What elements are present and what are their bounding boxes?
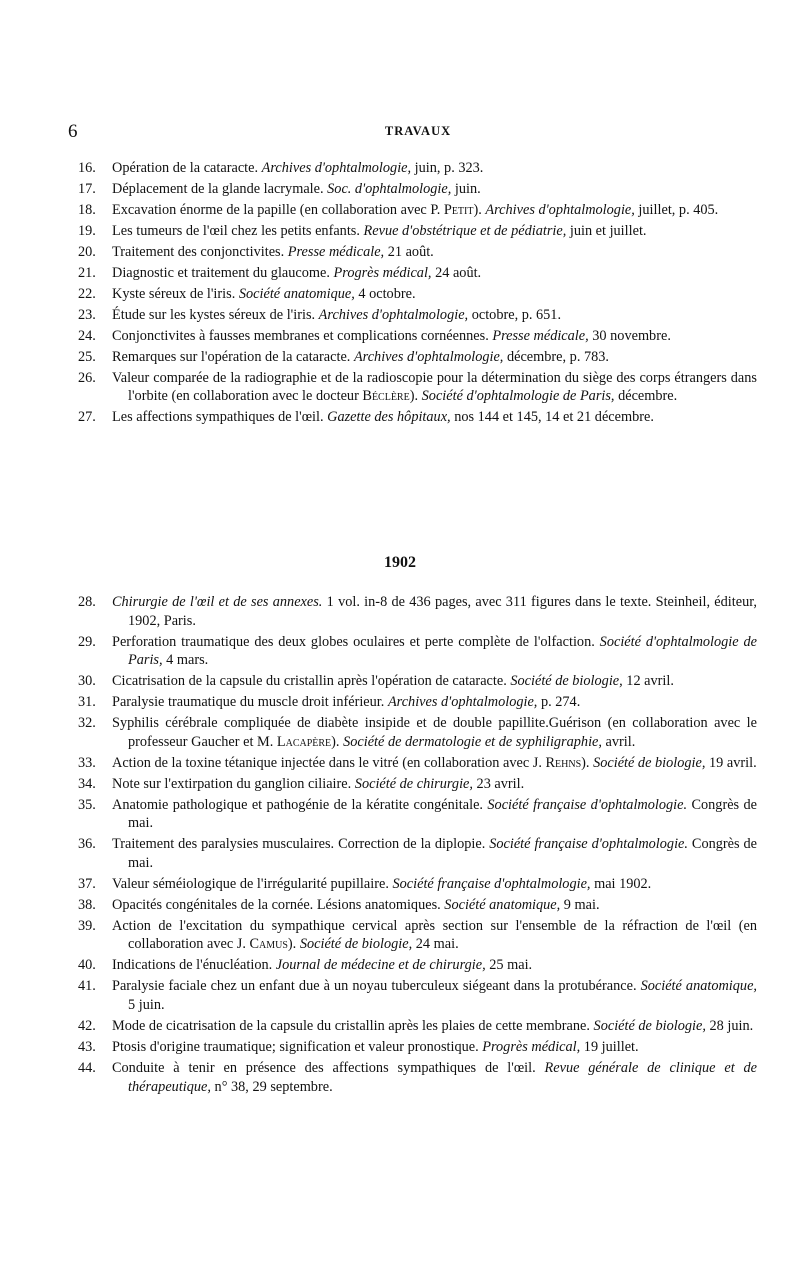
entry-segment: nos 144 et 145, 14 et 21 décembre.: [450, 409, 654, 426]
entry-segment: Valeur comparée de la radiographie et de la radioscopie pour la détermination du siège des corps étrangers dans l'orbite (en collaboration avec le docteur: [112, 369, 757, 405]
entry-text: [112, 593, 757, 630]
entry-number: 26.: [78, 369, 96, 386]
entry-text: [112, 327, 757, 346]
entry-segment: Syphilis cérébrale compliquée de diabète insipide et de double papillite.Guérison (en collaboration avec le professeur Gaucher et M.: [112, 715, 757, 750]
bibliography-list-1902: [72, 593, 757, 1098]
entry-segment: 4 mars.: [162, 652, 209, 669]
bibliography-entry: [72, 327, 757, 346]
entry-source: Société d'ophtalmologie de Paris,: [128, 633, 757, 669]
entry-source: Société de biologie,: [510, 673, 623, 690]
entry-segment: juin.: [451, 180, 481, 197]
entry-segment: Perforation traumatique des deux globes oculaires et perte complète de l'olfaction.: [112, 633, 600, 650]
entry-segment: 4 octobre.: [354, 285, 416, 302]
bibliography-entry: [72, 201, 757, 220]
entry-source: Société française d'ophtalmologie.: [489, 836, 688, 853]
entry-segment: Les tumeurs de l'œil chez les petits enfants.: [112, 222, 364, 239]
entry-number: 25.: [78, 348, 96, 365]
entry-number: 39.: [78, 917, 96, 934]
entry-segment: Action de la toxine tétanique injectée dans le vitré (en collaboration avec J.: [112, 754, 546, 771]
entry-segment: mai 1902.: [590, 875, 652, 892]
entry-number: 35.: [78, 796, 96, 813]
entry-text: [112, 917, 757, 954]
entry-segment: Traitement des conjonctivites.: [112, 243, 288, 260]
entry-segment: Kyste séreux de l'iris.: [112, 285, 239, 302]
entry-segment: 12 avril.: [622, 673, 674, 690]
entry-number: 16.: [78, 160, 96, 176]
entry-segment: 24 mai.: [412, 936, 459, 953]
entry-number: 41.: [78, 978, 96, 995]
entry-text: [112, 306, 757, 325]
entry-segment: Congrès de mai.: [128, 836, 757, 871]
entry-segment: Ptosis d'origine traumatique; signification et valeur pronostique.: [112, 1038, 483, 1055]
bibliography-entry: [72, 1059, 757, 1096]
entry-number: 18.: [78, 201, 96, 218]
entry-source: Archives d'ophtalmologie,: [387, 694, 538, 711]
bibliography-entry: [72, 408, 757, 427]
entry-segment: ).: [331, 733, 344, 750]
entry-segment: Mode de cicatrisation de la capsule du cristallin après les plaies de cette membrane.: [112, 1017, 594, 1034]
entry-segment: Valeur séméiologique de l'irrégularité pupillaire.: [112, 875, 393, 892]
entry-segment: Déplacement de la glande lacrymale.: [112, 180, 328, 197]
bibliography-entry: [72, 1038, 757, 1057]
entry-text: [112, 285, 757, 304]
entry-number: 40.: [78, 957, 96, 974]
entry-source: Archives d'ophtalmologie,: [261, 160, 412, 176]
entry-segment: Conjonctivites à fausses membranes et complications cornéennes.: [112, 327, 493, 344]
entry-source: Société de biologie,: [299, 936, 413, 953]
entry-source: Presse médicale,: [492, 327, 589, 344]
entry-segment: 21 août.: [384, 243, 434, 260]
entry-segment: Congrès de mai.: [128, 796, 758, 832]
entry-source: Société d'ophtalmologie de Paris,: [421, 388, 615, 405]
entry-segment: Étude sur les kystes séreux de l'iris.: [112, 306, 319, 323]
entry-text: [112, 264, 757, 283]
bibliography-entry: [72, 159, 757, 178]
bibliography-list-1901: [72, 159, 757, 429]
bibliography-entry: [72, 593, 757, 630]
entry-number: 30.: [78, 673, 96, 690]
bibliography-entry: [72, 956, 757, 975]
entry-segment: décembre.: [614, 388, 678, 405]
entry-text: [112, 956, 757, 975]
bibliography-entry: [72, 243, 757, 262]
entry-segment: n° 38, 29 septembre.: [210, 1078, 333, 1095]
entry-segment: Anatomie pathologique et pathogénie de la kératite congénitale.: [112, 796, 488, 813]
entry-source: Société de chirurgie,: [354, 775, 473, 792]
page-number: 6: [68, 121, 78, 142]
entry-number: 21.: [78, 264, 96, 281]
entry-number: 32.: [78, 715, 96, 732]
entry-segment: Cicatrisation de la capsule du cristallin après l'opération de cataracte.: [112, 673, 511, 690]
entry-segment: juin et juillet.: [566, 222, 647, 239]
entry-source: Société de biologie,: [593, 754, 706, 771]
entry-text: [112, 1059, 757, 1096]
entry-segment: 24 août.: [431, 264, 482, 281]
bibliography-entry: [72, 693, 757, 712]
entry-number: 42.: [78, 1017, 96, 1034]
entry-number: 23.: [78, 306, 96, 323]
entry-source: Société anatomique,: [640, 978, 757, 995]
entry-author: Lacapère: [276, 733, 332, 750]
bibliography-entry: [72, 348, 757, 367]
entry-author: Camus: [249, 936, 288, 953]
entry-segment: juillet, p. 405.: [634, 201, 719, 218]
entry-source: Revue générale de clinique et de thérapeutique,: [128, 1059, 757, 1095]
bibliography-entry: [72, 775, 757, 794]
entry-source: Société française d'ophtalmologie,: [392, 875, 591, 892]
entry-source: Archives d'ophtalmologie,: [318, 306, 469, 323]
entry-segment: Opacités congénitales de la cornée. Lésions anatomiques.: [112, 896, 445, 913]
entry-segment: Traitement des paralysies musculaires. Correction de la diplopie.: [112, 836, 490, 853]
entry-text: [112, 348, 757, 367]
entry-segment: décembre, p. 783.: [503, 348, 609, 365]
entry-segment: Action de l'excitation du sympathique cervical après section sur l'ensemble de la réfraction de l'œil (en collaboration avec J.: [112, 917, 757, 953]
entry-source: Société anatomique,: [444, 896, 561, 913]
entry-source: Chirurgie de l'œil et de ses annexes.: [112, 594, 323, 610]
entry-author: Rehns: [545, 754, 582, 771]
entry-segment: ).: [409, 388, 422, 405]
entry-text: [112, 180, 757, 199]
entry-segment: Remarques sur l'opération de la cataracte.: [112, 348, 354, 365]
bibliography-entry: [72, 896, 757, 915]
entry-segment: juin, p. 323.: [411, 160, 484, 176]
entry-number: 17.: [78, 180, 96, 197]
entry-segment: 19 juillet.: [580, 1038, 639, 1055]
bibliography-entry: [72, 835, 757, 872]
entry-author: Petit: [443, 201, 474, 218]
entry-number: 34.: [78, 775, 96, 792]
entry-segment: 9 mai.: [560, 896, 600, 913]
page-header: [68, 121, 768, 141]
bibliography-entry: [72, 714, 757, 751]
entry-number: 38.: [78, 896, 96, 913]
entry-segment: Indications de l'énucléation.: [112, 957, 276, 974]
entry-segment: Paralysie traumatique du muscle droit inférieur.: [112, 694, 388, 711]
entry-text: [112, 754, 757, 773]
entry-source: Soc. d'ophtalmologie,: [327, 180, 452, 197]
entry-text: [112, 408, 757, 427]
entry-segment: ).: [581, 754, 594, 771]
entry-text: [112, 875, 757, 894]
bibliography-entry: [72, 180, 757, 199]
entry-segment: 23 avril.: [472, 775, 525, 792]
bibliography-entry: [72, 1017, 757, 1036]
entry-number: 43.: [78, 1038, 96, 1055]
entry-source: Progrès médical,: [333, 264, 432, 281]
entry-text: [112, 633, 757, 670]
entry-text: [112, 1017, 757, 1036]
bibliography-entry: [72, 875, 757, 894]
entry-number: 29.: [78, 633, 96, 650]
entry-source: Archives d'ophtalmologie,: [353, 348, 504, 365]
entry-source: Société anatomique,: [238, 285, 355, 302]
running-title: TRAVAUX: [384, 124, 452, 138]
entry-segment: 5 juin.: [128, 996, 165, 1013]
entry-source: Progrès médical,: [482, 1038, 581, 1055]
entry-segment: octobre, p. 651.: [468, 306, 562, 323]
entry-source: Journal de médecine et de chirurgie,: [275, 957, 486, 974]
entry-text: [112, 159, 757, 178]
entry-segment: Diagnostic et traitement du glaucome.: [112, 264, 334, 281]
entry-text: [112, 977, 757, 1014]
entry-segment: 28 juin.: [705, 1017, 754, 1034]
entry-source: Archives d'ophtalmologie,: [485, 201, 635, 218]
bibliography-entry: [72, 917, 757, 954]
entry-segment: Conduite à tenir en présence des affections sympathiques de l'œil.: [112, 1059, 545, 1076]
bibliography-entry: [72, 369, 757, 406]
bibliography-entry: [72, 672, 757, 691]
entry-segment: Note sur l'extirpation du ganglion ciliaire.: [112, 775, 355, 792]
entry-number: 31.: [78, 694, 96, 711]
entry-text: [112, 1038, 757, 1057]
entry-text: [112, 243, 757, 262]
entry-segment: p. 274.: [537, 694, 581, 711]
entry-text: [112, 672, 757, 691]
bibliography-entry: [72, 754, 757, 773]
entry-text: [112, 796, 757, 833]
entry-number: 22.: [78, 285, 96, 302]
entry-segment: 25 mai.: [485, 957, 533, 974]
entry-text: [112, 222, 757, 241]
entry-text: [112, 201, 757, 220]
entry-segment: Paralysie faciale chez un enfant due à un noyau tuberculeux siégeant dans la protubérance.: [112, 978, 641, 995]
bibliography-entry: [72, 977, 757, 1014]
entry-source: Presse médicale,: [287, 243, 385, 260]
entry-text: [112, 693, 757, 712]
entry-source: Gazette des hôpitaux,: [327, 409, 451, 426]
entry-text: [112, 835, 757, 872]
bibliography-entry: [72, 285, 757, 304]
entry-number: 37.: [78, 875, 96, 892]
entry-number: 36.: [78, 836, 96, 853]
entry-source: Société de biologie,: [593, 1017, 706, 1034]
entry-text: [112, 369, 757, 406]
bibliography-entry: [72, 633, 757, 670]
bibliography-entry: [72, 306, 757, 325]
entry-number: 27.: [78, 409, 96, 426]
entry-number: 44.: [78, 1059, 96, 1076]
entry-segment: 19 avril.: [705, 754, 757, 771]
bibliography-entry: [72, 222, 757, 241]
entry-segment: 1 vol. in-8 de 436 pages, avec 311 figures dans le texte. Steinheil, éditeur, 1902, Paris.: [128, 594, 757, 629]
bibliography-entry: [72, 264, 757, 283]
entry-segment: ).: [473, 201, 486, 218]
entry-number: 19.: [78, 222, 96, 239]
entry-segment: ).: [287, 936, 300, 953]
entry-text: [112, 714, 757, 751]
entry-source: Société française d'ophtalmologie.: [487, 796, 688, 813]
entry-segment: Les affections sympathiques de l'œil.: [112, 409, 328, 426]
entry-text: [112, 896, 757, 915]
entry-text: [112, 775, 757, 794]
entry-segment: avril.: [601, 733, 636, 750]
bibliography-entry: [72, 796, 757, 833]
entry-source: Société de dermatologie et de syphiligraphie,: [343, 733, 602, 750]
entry-segment: 30 novembre.: [588, 327, 671, 344]
entry-number: 24.: [78, 327, 96, 344]
entry-number: 20.: [78, 243, 96, 260]
section-year-heading: 1902: [384, 554, 416, 571]
entry-number: 28.: [78, 594, 96, 610]
entry-author: Béclère: [362, 388, 410, 405]
entry-segment: Opération de la cataracte.: [112, 160, 262, 176]
entry-source: Revue d'obstétrique et de pédiatrie,: [363, 222, 567, 239]
entry-number: 33.: [78, 754, 96, 771]
entry-segment: Excavation énorme de la papille (en collaboration avec P.: [112, 201, 444, 218]
